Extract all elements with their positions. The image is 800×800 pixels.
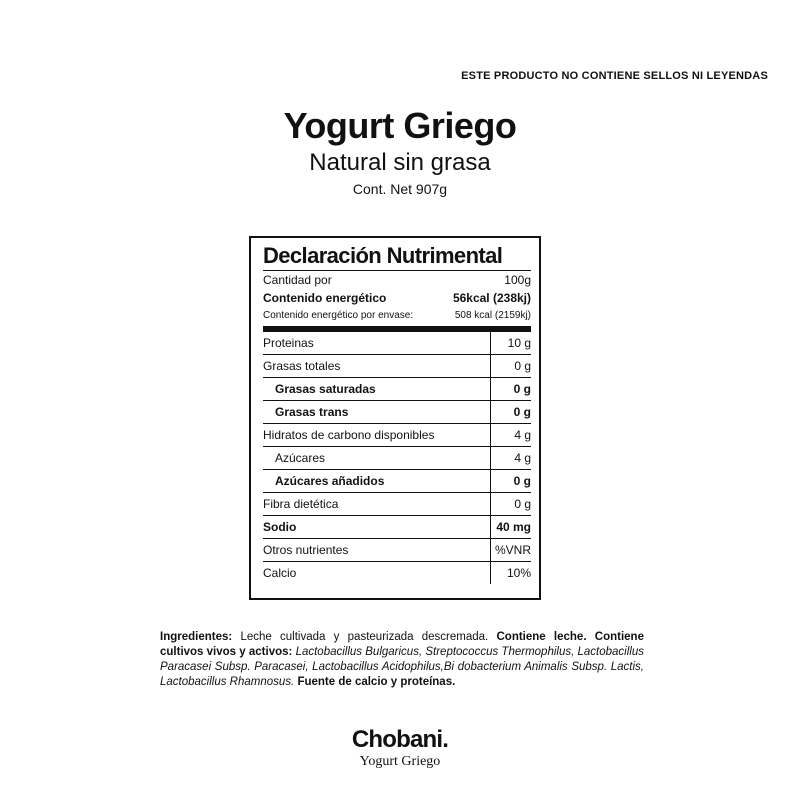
no-seals-notice: ESTE PRODUCTO NO CONTIENE SELLOS NI LEYENDAS bbox=[461, 70, 768, 82]
energy-pack-value: 508 kcal (2159kj) bbox=[454, 309, 531, 321]
nutrient-row-fibra bbox=[263, 492, 531, 515]
nutrient-row-grasas-saturadas bbox=[263, 377, 531, 400]
serving-label: Cantidad por bbox=[263, 273, 332, 287]
nutrient-name: Sodio bbox=[263, 520, 297, 534]
energy-pack-row bbox=[263, 307, 531, 323]
nutrient-value: 4 g bbox=[490, 424, 531, 446]
nutrient-value: 0 g bbox=[490, 378, 531, 400]
nutrient-name: Proteinas bbox=[263, 336, 314, 350]
brand-logo bbox=[0, 726, 800, 754]
nutrient-value: %VNR bbox=[490, 539, 531, 561]
energy-label: Contenido energético bbox=[263, 291, 387, 305]
nutrient-row-proteinas bbox=[263, 332, 531, 354]
nutrient-value: 0 g bbox=[490, 355, 531, 377]
nutrient-name: Otros nutrientes bbox=[263, 543, 349, 557]
energy-pack-label: Contenido energético por envase: bbox=[263, 309, 414, 321]
nutrient-row-grasas-trans bbox=[263, 400, 531, 423]
serving-value: 100g bbox=[504, 273, 531, 287]
brand-subtitle: Yogurt Griego bbox=[359, 754, 441, 769]
nutrient-name: Fibra dietética bbox=[263, 497, 339, 511]
brand-name: Chobani bbox=[351, 726, 443, 753]
nutrient-name: Azúcares añadidos bbox=[275, 474, 385, 488]
product-header bbox=[0, 104, 800, 200]
nutrient-value: 40 mg bbox=[490, 516, 531, 538]
nutrient-row-sodio bbox=[263, 515, 531, 538]
nutrient-value: 0 g bbox=[490, 470, 531, 492]
nutrient-value: 0 g bbox=[490, 493, 531, 515]
nutrition-claim: Fuente de calcio y proteínas. bbox=[294, 676, 456, 688]
brand-dot: . bbox=[442, 726, 449, 753]
nutrition-label bbox=[249, 236, 541, 600]
nutrient-name: Grasas totales bbox=[263, 359, 341, 373]
ingredients-label: Ingredientes: bbox=[160, 631, 233, 643]
cultures-label: Contiene cultivos vivos y activos: bbox=[160, 631, 644, 658]
energy-row bbox=[263, 289, 531, 307]
serving-row bbox=[263, 271, 531, 289]
ingredients-body: Leche cultivada y pasteurizada descremada. bbox=[232, 631, 497, 643]
nutrient-row-otros bbox=[263, 538, 531, 561]
nutrient-value: 4 g bbox=[490, 447, 531, 469]
nutrient-name: Azúcares bbox=[275, 451, 326, 465]
nutrient-row-hidratos bbox=[263, 423, 531, 446]
nutrient-row-calcio bbox=[263, 561, 531, 584]
brand-block bbox=[0, 726, 800, 770]
cultures-list: Lactobacillus Bulgaricus, Streptococcus Thermophilus, Lactobacillus Paracasei Subsp. Paracasei, Lactobacillus Acidophilus,Bi dobacterium Animalis Subsp. Lactis, Lactobacillus Rhamnosus. bbox=[160, 646, 644, 688]
product-subtitle: Natural sin grasa bbox=[309, 149, 491, 176]
nutrient-name: Calcio bbox=[263, 566, 297, 580]
nutrient-name: Grasas trans bbox=[275, 405, 349, 419]
nutrient-value: 10 g bbox=[490, 332, 531, 354]
net-content: Cont. Net 907g bbox=[352, 181, 448, 197]
contains-milk: Contiene leche. bbox=[496, 631, 587, 643]
energy-value: 56kcal (238kj) bbox=[452, 291, 531, 305]
nutrient-row-azucares-anadidos bbox=[263, 469, 531, 492]
product-title: Yogurt Griego bbox=[283, 105, 517, 146]
nutrient-row-grasas-totales bbox=[263, 354, 531, 377]
nutrient-row-azucares bbox=[263, 446, 531, 469]
nutrient-value: 10% bbox=[490, 562, 531, 584]
nutrient-name: Hidratos de carbono disponibles bbox=[263, 428, 435, 442]
nutrition-label-title: Declaración Nutrimental bbox=[263, 243, 503, 268]
nutrient-name: Grasas saturadas bbox=[275, 382, 376, 396]
nutrient-value: 0 g bbox=[490, 401, 531, 423]
ingredients-text bbox=[160, 630, 644, 690]
